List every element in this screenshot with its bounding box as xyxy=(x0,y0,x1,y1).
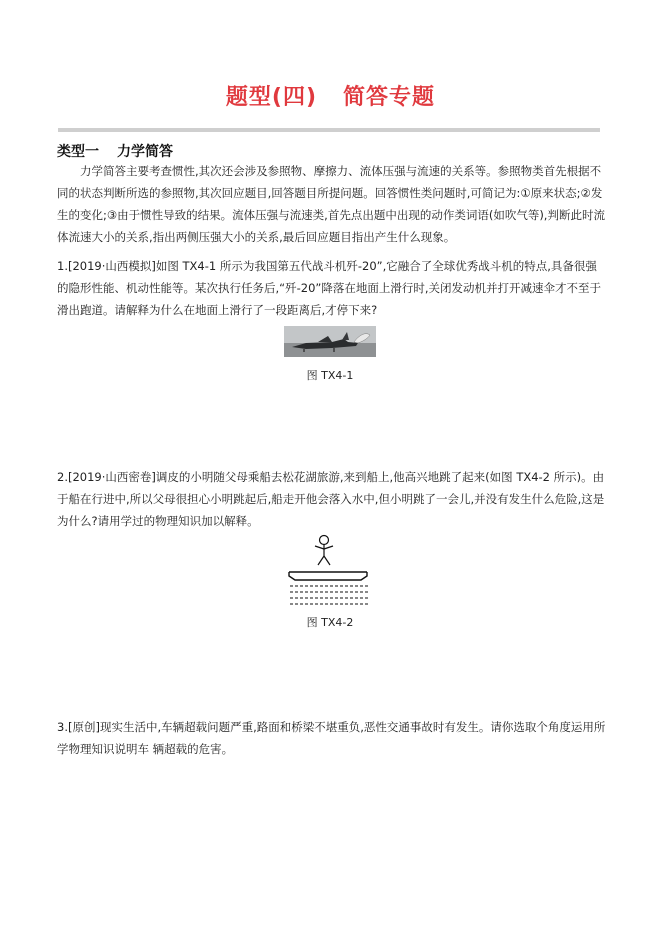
boy-jumping-on-boat-drawing xyxy=(287,534,377,610)
section-heading xyxy=(57,141,173,161)
question-1: 1.[2019·山西模拟]如图 TX4-1 所示为我国第五代战斗机歼-20”,它融合了全球优秀战斗机的特点,具备很强的隐形性能、机动性能等。某次执行任务后,“歼-20”降落在地面上滑行时,关闭发动机并打开减速伞才不至于滑出跑道。请解释为什么在地面上滑行了一段距离后,才停下来? xyxy=(57,259,602,317)
section-name: 力学简答 xyxy=(117,144,173,160)
page-title xyxy=(0,80,661,111)
title-part-1: 题型(四) xyxy=(225,85,318,110)
figure-caption-1: 图 TX4-1 xyxy=(306,369,354,382)
section-label: 类型一 xyxy=(57,144,99,160)
figure-caption-2: 图 TX4-2 xyxy=(306,616,354,629)
question-2: 2.[2019·山西密卷]调皮的小明随父母乘船去松花湖旅游,来到船上,他高兴地跳了起来(如图 TX4-2 所示)。由于船在行进中,所以父母很担心小明跳起后,船走开他会落入水中,但小明跳了一会儿,并没有发生什么危险,这是为什么?请用学过的物理知识加以解释。 xyxy=(57,470,605,528)
question-3: 3.[原创]现实生活中,车辆超载问题严重,路面和桥梁不堪重负,恶性交通事故时有发生。请你选取个角度运用所学物理知识说明车 辆超载的危害。 xyxy=(57,720,606,756)
intro-paragraph: 力学简答主要考查惯性,其次还会涉及参照物、摩擦力、流体压强与流速的关系等。参照物类首先根据不同的状态判断所选的参照物,其次回应题目,回答题目所提问题。回答惯性类问题时,可简记为:①原来状态;②发生的变化;③由于惯性导致的结果。流体压强与流速类,首先点出题中出现的动作类词语(如吹气等),判断此时流体流速大小的关系,指出两侧压强大小的关系,最后回应题目指出产生什么现象。 xyxy=(57,164,605,244)
title-rule xyxy=(58,128,600,132)
title-part-2: 简答专题 xyxy=(343,85,436,110)
jet-fighter-photo xyxy=(284,326,376,357)
